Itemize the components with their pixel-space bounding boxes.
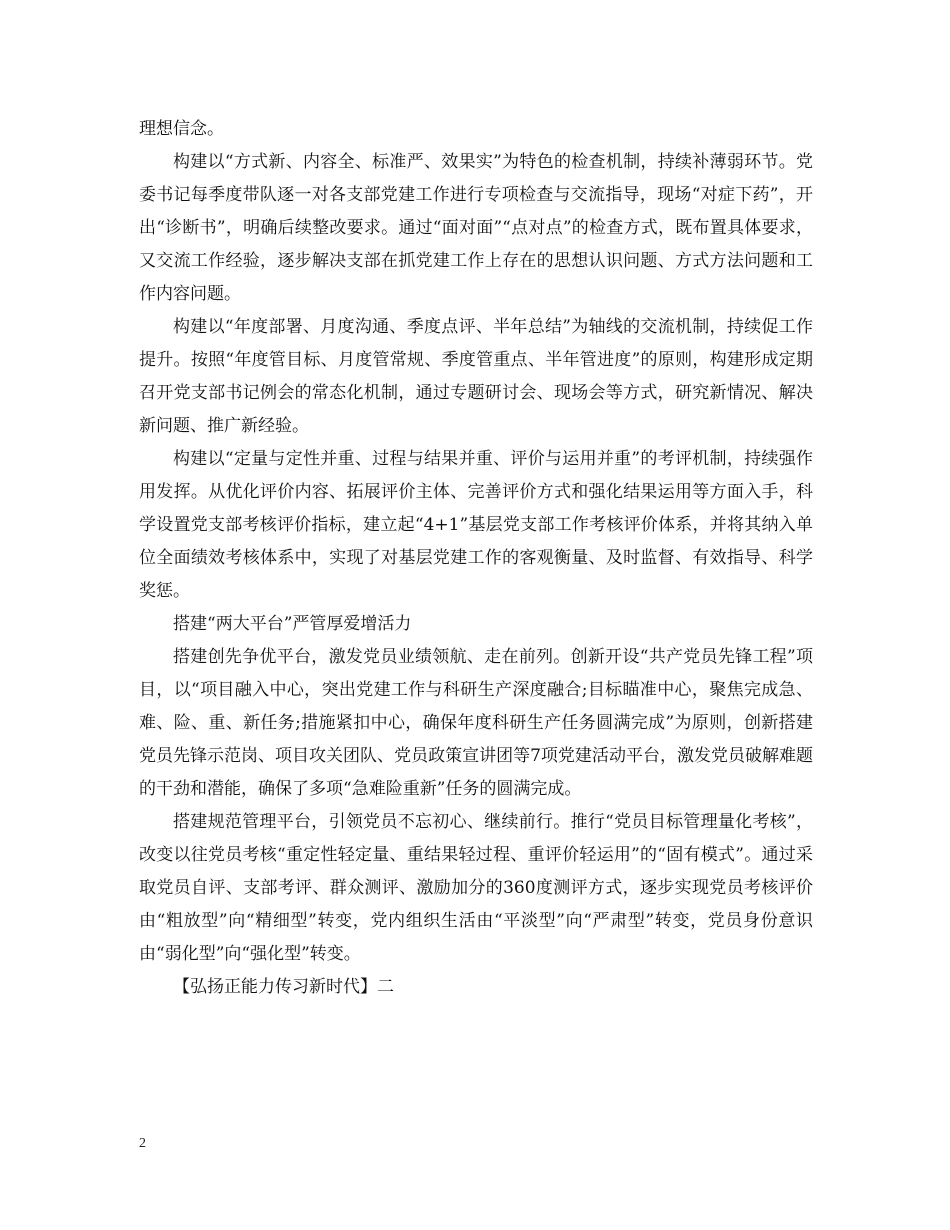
paragraph-continuation: 理想信念。 xyxy=(139,119,224,139)
paragraph-evaluation-mechanism: 构建以“定量与定性并重、过程与结果并重、评价与运用并重”的考评机制，持续强作用发挥。从优化评价内容、拓展评价主体、完善评价方式和强化结果运用等方面入手，科学设置党支部考核评价指标，建立起“4+1”基层党支部工作考核评价体系，并将其纳入单位全面绩效考核体系中，实现了对基层党建工作的客观衡量、及时监督、有效指导、科学奖惩。 xyxy=(139,449,813,601)
paragraph-management-platform: 搭建规范管理平台，引领党员不忘初心、继续前行。推行“党员目标管理量化考核”，改变以往党员考核“重定性轻定量、重结果轻过程、重评价轻运用”的“固有模式”。通过采取党员自评、支部考评、群众测评、激励加分的360度测评方式，逐步实现党员考核评价由“粗放型”向“精细型”转变，党内组织生活由“平淡型”向“严肃型”转变，党员身份意识由“弱化型”向“强化型”转变。 xyxy=(139,812,813,964)
paragraph-inspection-mechanism: 构建以“方式新、内容全、标准严、效果实”为特色的检查机制，持续补薄弱环节。党委书记每季度带队逐一对各支部党建工作进行专项检查与交流指导，现场“对症下药”，开出“诊断书”，明确后续整改要求。通过“面对面”“点对点”的检查方式，既布置具体要求，又交流工作经验，逐步解决支部在抓党建工作上存在的思想认识问题、方式方法问题和工作内容问题。 xyxy=(139,152,813,304)
section-heading-part-two: 【弘扬正能力传习新时代】二 xyxy=(173,977,394,997)
page-number: 2 xyxy=(139,1136,146,1151)
paragraph-communication-mechanism: 构建以“年度部署、月度沟通、季度点评、半年总结”为轴线的交流机制，持续促工作提升。按照“年度管目标、月度管常规、季度管重点、半年管进度”的原则，构建形成定期召开党支部书记例会的常态化机制，通过专题研讨会、现场会等方式，研究新情况、解决新问题、推广新经验。 xyxy=(139,317,813,436)
document-body xyxy=(139,113,813,1004)
section-heading-two-platforms: 搭建“两大平台”严管厚爱增活力 xyxy=(173,614,412,634)
paragraph-excellence-platform: 搭建创先争优平台，激发党员业绩领航、走在前列。创新开设“共产党员先锋工程”项目，以“项目融入中心，突出党建工作与科研生产深度融合;目标瞄准中心，聚焦完成急、难、险、重、新任务;措施紧扣中心，确保年度科研生产任务圆满完成”为原则，创新搭建党员先锋示范岗、项目攻关团队、党员政策宣讲团等7项党建活动平台，激发党员破解难题的干劲和潜能，确保了多项“急难险重新”任务的圆满完成。 xyxy=(139,647,813,799)
